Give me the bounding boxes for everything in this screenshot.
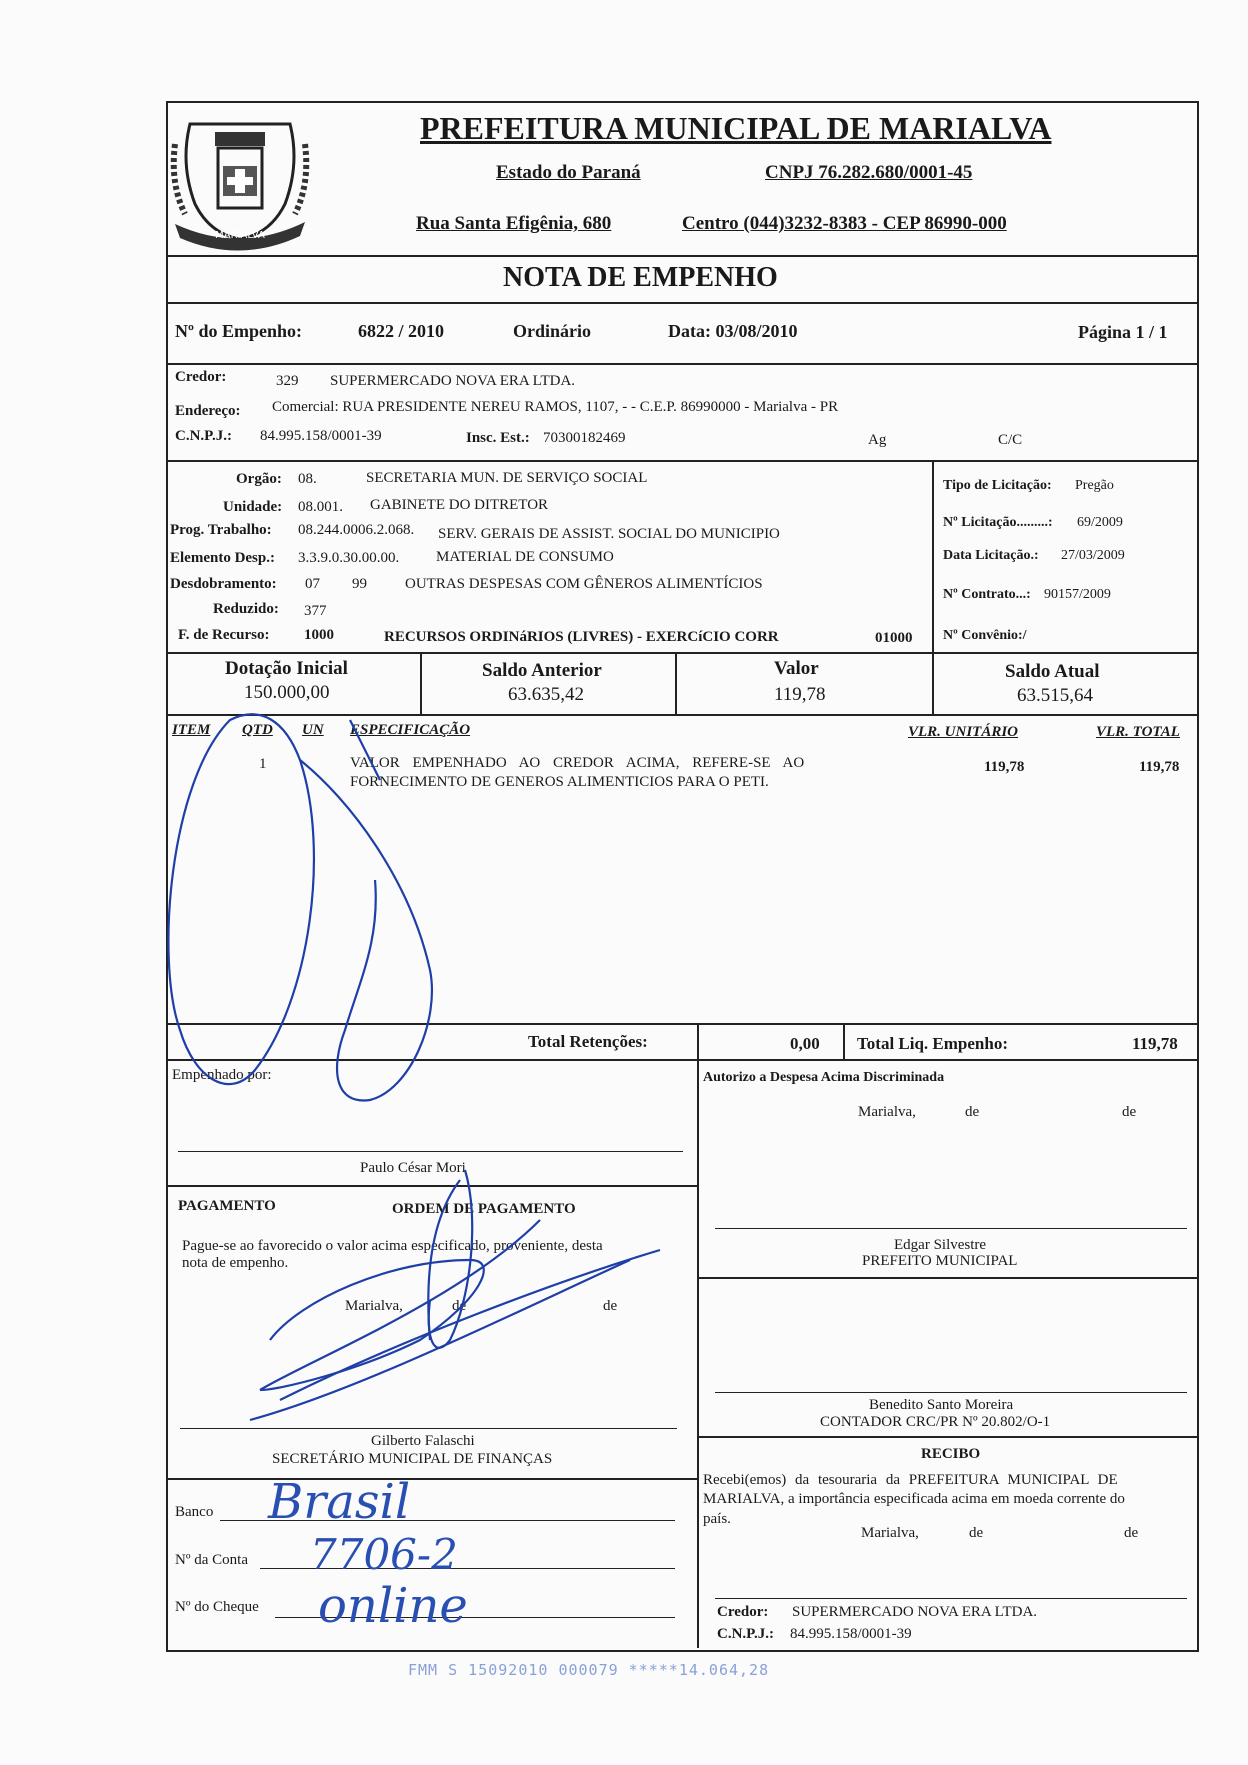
recibo-text-1: Recebi(emos) da tesouraria da PREFEITURA MUNICIPAL DE <box>703 1472 1118 1488</box>
saldo-anterior-value: 63.635,42 <box>508 684 584 705</box>
contador-title: CONTADOR CRC/PR Nº 20.802/O-1 <box>820 1414 1051 1430</box>
item-vlr-unitario: 119,78 <box>984 759 1025 775</box>
prog-code: 08.244.0006.2.068. <box>298 522 415 538</box>
pagamento-de-2: de <box>603 1298 618 1314</box>
empenho-number: 6822 / 2010 <box>358 321 445 341</box>
total-retencoes-label: Total Retenções: <box>528 1032 648 1051</box>
unidade-desc: GABINETE DO DITRETOR <box>370 497 549 513</box>
recurso-extra-code: 01000 <box>875 630 913 646</box>
contrato-value: 90157/2009 <box>1044 587 1111 602</box>
autorizo-de-2: de <box>1122 1104 1137 1120</box>
licitacao-tipo: Pregão <box>1075 478 1114 493</box>
divider <box>166 255 1197 257</box>
insc-value: 70300182469 <box>543 430 626 446</box>
cnpj-label: CNPJ 76.282.680/0001-45 <box>765 162 973 183</box>
divider <box>697 1277 1197 1279</box>
pagamento-de-1: de <box>452 1298 467 1314</box>
empenho-date: Data: 03/08/2010 <box>668 321 798 341</box>
recibo-de-2: de <box>1124 1525 1139 1541</box>
page-title: PREFEITURA MUNICIPAL DE MARIALVA <box>420 110 1052 146</box>
edgar-name: Edgar Silvestre <box>894 1237 987 1253</box>
pague-text-2: nota de empenho. <box>182 1255 289 1271</box>
recibo-de-1: de <box>969 1525 984 1541</box>
credor-cnpj-label: C.N.P.J.: <box>175 428 232 444</box>
recibo-title: RECIBO <box>921 1446 981 1462</box>
credor-label: Credor: <box>175 369 227 385</box>
licitacao-data-label: Data Licitação.: <box>943 548 1039 563</box>
recibo-credor: SUPERMERCADO NOVA ERA LTDA. <box>792 1604 1038 1620</box>
desdobramento-label: Desdobramento: <box>170 576 277 592</box>
pague-text-1: Pague-se ao favorecido o valor acima especificado, proveniente, desta <box>182 1238 603 1254</box>
divider <box>166 460 1197 462</box>
ordem-pagamento-label: ORDEM DE PAGAMENTO <box>392 1201 576 1217</box>
desdobramento-a: 07 <box>305 576 320 592</box>
divider <box>166 1478 697 1480</box>
state-label: Estado do Paraná <box>496 162 641 183</box>
divider <box>932 460 934 652</box>
total-liquido-value: 119,78 <box>1132 1034 1178 1053</box>
autorizo-label: Autorizo a Despesa Acima Discriminada <box>703 1070 945 1085</box>
elemento-desc: MATERIAL DE CONSUMO <box>436 549 614 565</box>
pagamento-label: PAGAMENTO <box>178 1198 276 1214</box>
gilberto-name: Gilberto Falaschi <box>371 1433 475 1449</box>
elemento-code: 3.3.9.0.30.00.00. <box>298 550 400 566</box>
empenho-type: Ordinário <box>513 321 592 341</box>
recibo-cnpj-label: C.N.P.J.: <box>717 1626 774 1642</box>
autorizo-city: Marialva, <box>858 1104 916 1120</box>
elemento-label: Elemento Desp.: <box>170 550 275 566</box>
autorizo-de-1: de <box>965 1104 980 1120</box>
desdobramento-desc: OUTRAS DESPESAS COM GÊNEROS ALIMENTÍCIOS <box>405 576 763 592</box>
cheque-label: Nº do Cheque <box>175 1599 259 1615</box>
orgao-label: Orgão: <box>236 471 282 487</box>
recurso-desc: RECURSOS ORDINáRIOS (LIVRES) - EXERCíCIO CORR <box>384 629 779 645</box>
benedito-name: Benedito Santo Moreira <box>869 1397 1014 1413</box>
item-vlr-total: 119,78 <box>1139 759 1180 775</box>
signature-scribbles <box>160 700 720 1460</box>
handwritten-conta: 7706-2 <box>310 1530 458 1579</box>
divider <box>166 652 1197 654</box>
recibo-text-2: MARIALVA, a importância especificada acima em moeda corrente do <box>703 1491 1125 1507</box>
total-liquido-label: Total Liq. Empenho: <box>857 1034 1008 1053</box>
desdobramento-b: 99 <box>352 576 367 592</box>
prog-label: Prog. Trabalho: <box>170 522 272 538</box>
recurso-code: 1000 <box>304 627 334 643</box>
pagamento-city: Marialva, <box>345 1298 403 1314</box>
svg-text:MARIALVA: MARIALVA <box>215 230 265 241</box>
signature-line <box>715 1598 1187 1599</box>
divider <box>932 652 934 714</box>
item-qtd: 1 <box>259 756 267 772</box>
empenhado-label: Empenhado por: <box>172 1067 272 1083</box>
processing-stamp: FMM S 15092010 000079 *****14.064,28 <box>408 1661 770 1679</box>
credor-name: SUPERMERCADO NOVA ERA LTDA. <box>330 373 576 389</box>
col-vlr-unitario: VLR. UNITÁRIO <box>908 724 1019 740</box>
recibo-credor-label: Credor: <box>717 1604 769 1620</box>
secretario-title: SECRETÁRIO MUNICIPAL DE FINANÇAS <box>272 1451 553 1467</box>
prefeito-title: PREFEITO MUNICIPAL <box>862 1253 1018 1269</box>
divider <box>697 1436 1197 1438</box>
orgao-desc: SECRETARIA MUN. DE SERVIÇO SOCIAL <box>366 470 648 486</box>
item-especificacao-line1: VALOR EMPENHADO AO CREDOR ACIMA, REFERE-SE AO <box>350 755 805 771</box>
saldo-atual-value: 63.515,64 <box>1017 685 1093 706</box>
empenho-number-label: Nº do Empenho: <box>175 321 302 341</box>
credor-cnpj: 84.995.158/0001-39 <box>260 428 382 444</box>
recurso-label: F. de Recurso: <box>178 627 270 643</box>
insc-label: Insc. Est.: <box>466 430 530 446</box>
convenio-label: Nº Convênio:/ <box>943 628 1027 643</box>
licitacao-num: 69/2009 <box>1077 515 1123 530</box>
reduzido-label: Reduzido: <box>213 601 279 617</box>
document-title: NOTA DE EMPENHO <box>503 262 778 293</box>
cc-label: C/C <box>998 432 1023 448</box>
address-field-label: Endereço: <box>175 403 241 419</box>
item-especificacao-line2: FORNECIMENTO DE GENEROS ALIMENTICIOS PARA O PETI. <box>350 774 769 790</box>
credor-code: 329 <box>276 373 299 389</box>
licitacao-data: 27/03/2009 <box>1061 548 1125 563</box>
page-number: Página 1 / 1 <box>1078 322 1168 342</box>
divider <box>166 363 1197 365</box>
col-vlr-total: VLR. TOTAL <box>1096 724 1180 740</box>
unidade-label: Unidade: <box>223 499 283 515</box>
reduzido-value: 377 <box>304 603 327 619</box>
licitacao-tipo-label: Tipo de Licitação: <box>943 478 1052 493</box>
recibo-cnpj: 84.995.158/0001-39 <box>790 1626 912 1642</box>
credor-address: Comercial: RUA PRESIDENTE NEREU RAMOS, 1107, - - C.E.P. 86990000 - Marialva - PR <box>272 399 839 415</box>
recibo-text-3: país. <box>703 1511 731 1527</box>
orgao-code: 08. <box>298 471 317 487</box>
col-item: ITEM <box>172 722 211 738</box>
dotacao-label: Dotação Inicial <box>225 658 348 679</box>
signature-line <box>715 1392 1187 1393</box>
contact-label: Centro (044)3232-8383 - CEP 86990-000 <box>682 213 1007 234</box>
valor-label: Valor <box>774 658 819 679</box>
total-retencoes-value: 0,00 <box>790 1034 820 1053</box>
col-qtd: QTD <box>242 722 273 738</box>
municipal-crest-icon <box>170 104 310 254</box>
licitacao-num-label: Nº Licitação.........: <box>943 515 1053 530</box>
valor-value: 119,78 <box>774 684 826 705</box>
saldo-anterior-label: Saldo Anterior <box>482 660 602 681</box>
handwritten-banco: Brasil <box>268 1474 411 1530</box>
paulo-name: Paulo César Mori <box>360 1160 466 1176</box>
dotacao-value: 150.000,00 <box>244 682 330 703</box>
saldo-atual-label: Saldo Atual <box>1005 661 1100 682</box>
conta-label: Nº da Conta <box>175 1552 248 1568</box>
ag-label: Ag <box>868 432 887 448</box>
address-label: Rua Santa Efigênia, 680 <box>416 213 612 234</box>
prog-desc: SERV. GERAIS DE ASSIST. SOCIAL DO MUNICIPIO <box>438 526 780 542</box>
col-especificacao: ESPECIFICAÇÃO <box>350 722 471 738</box>
divider <box>166 302 1197 304</box>
recibo-city: Marialva, <box>861 1525 919 1541</box>
banco-label: Banco <box>175 1504 214 1520</box>
signature-line <box>715 1228 1187 1229</box>
handwritten-cheque: online <box>318 1578 468 1634</box>
unidade-code: 08.001. <box>298 499 343 515</box>
divider <box>843 1023 845 1059</box>
col-un: UN <box>302 722 324 738</box>
contrato-label: Nº Contrato...: <box>943 587 1031 602</box>
